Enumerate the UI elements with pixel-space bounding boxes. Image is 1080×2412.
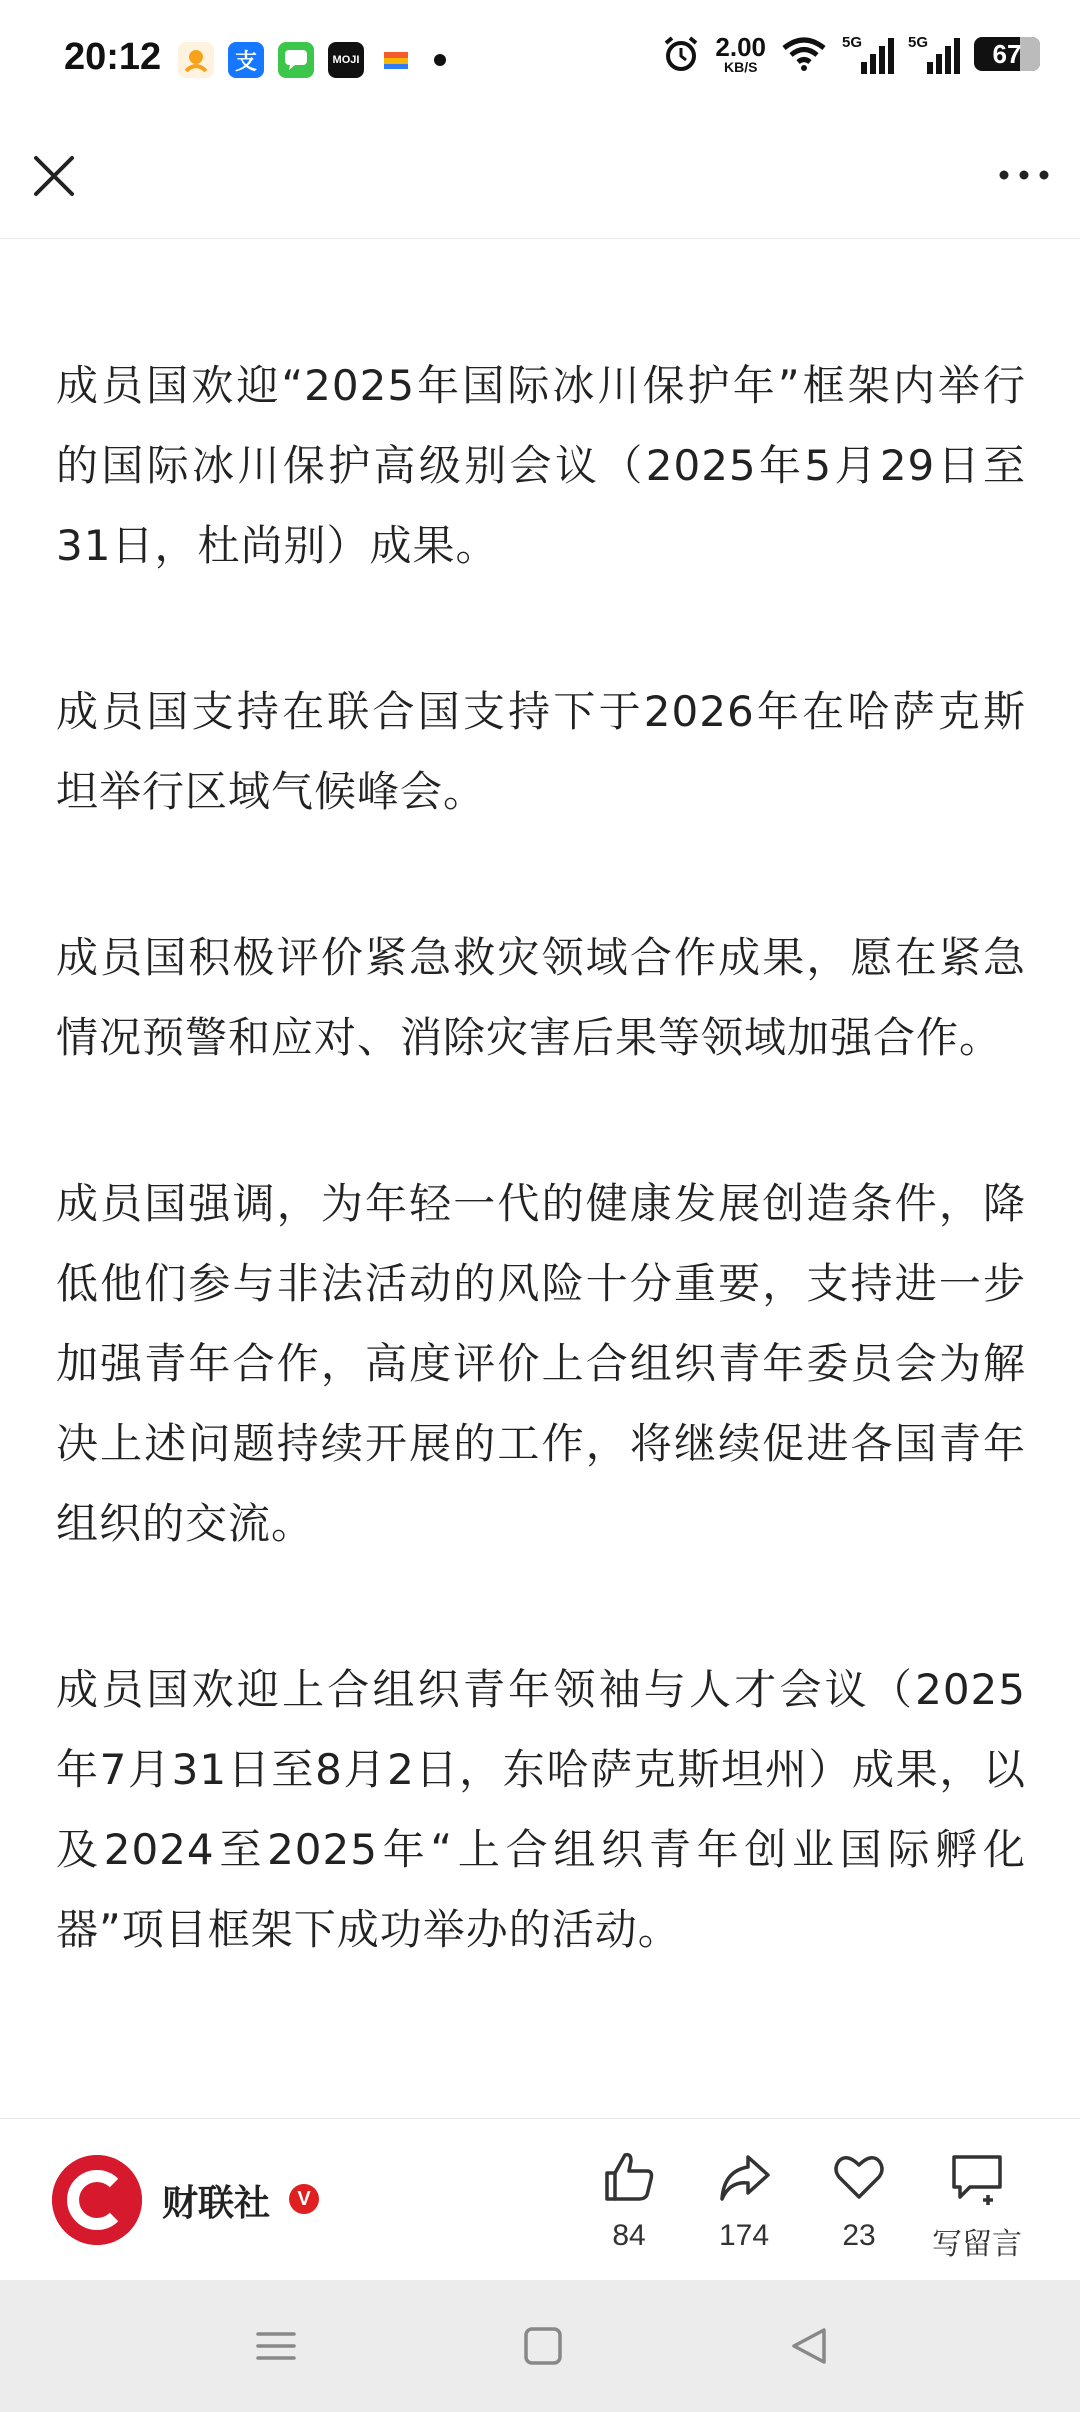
favorite-button[interactable] — [804, 2149, 914, 2253]
more-icon — [994, 160, 1054, 190]
back-triangle-icon — [780, 2316, 840, 2376]
write-comment-label: 写留言 — [932, 2228, 1022, 2261]
like-button[interactable] — [574, 2149, 684, 2253]
article-paragraph: 成员国积极评价紧急救灾领域合作成果，愿在紧急情况预警和应对、消除灾害后果等领域加强合作。 — [56, 933, 1026, 1062]
system-nav-bar — [0, 2280, 1080, 2412]
top-bar — [0, 120, 1080, 239]
close-button[interactable] — [28, 150, 80, 202]
network-speed: 2.00 KB/S — [715, 32, 766, 75]
notification-icons — [178, 42, 446, 78]
article-paragraph: 成员国强调，为年轻一代的健康发展创造条件，降低他们参与非法活动的风险十分重要，支持进一步加强青年合作，高度评价上合组织青年委员会为解决上述问题持续开展的工作，将继续促进各国青年组织的交流。 — [56, 1179, 1026, 1548]
bottom-action-bar — [0, 2118, 1080, 2281]
article-paragraph: 成员国支持在联合国支持下于2026年在哈萨克斯坦举行区域气候峰会。 — [56, 687, 1026, 816]
status-time: 20:12 — [64, 36, 162, 78]
source-logo[interactable] — [52, 2155, 142, 2245]
wallet-icon — [378, 42, 414, 78]
cls-logo-icon — [52, 2155, 142, 2245]
menu-icon — [246, 2316, 306, 2376]
article-paragraph: 成员国欢迎上合组织青年领袖与人才会议（2025年7月31日至8月2日，东哈萨克斯坦州）成果，以及2024至2025年“上合组织青年创业国际孵化器”项目框架下成功举办的活动。 — [56, 1665, 1026, 1954]
status-bar — [0, 0, 1080, 120]
more-notifications-dot — [434, 54, 446, 66]
alipay-icon: 支 — [228, 42, 264, 78]
menu-nav-button[interactable] — [246, 2316, 306, 2376]
vivo-app-icon — [178, 42, 214, 78]
source-name[interactable]: 财联社 — [162, 2183, 271, 2224]
article-body — [56, 180, 1026, 2115]
heart-icon — [831, 2149, 887, 2205]
comment-add-icon — [948, 2149, 1006, 2205]
share-count: 174 — [718, 2219, 770, 2252]
battery-icon: 67 — [974, 37, 1040, 71]
wifi-icon — [780, 36, 828, 72]
messages-icon — [278, 42, 314, 78]
back-nav-button[interactable] — [780, 2316, 840, 2376]
alarm-icon — [661, 34, 701, 74]
share-button[interactable] — [689, 2149, 799, 2253]
moji-weather-icon: MOJI — [328, 42, 364, 78]
close-icon — [28, 150, 80, 202]
share-icon — [716, 2149, 772, 2205]
signal-sim2-icon: 5G — [908, 34, 960, 74]
article-paragraph: 成员国欢迎“2025年国际冰川保护年”框架内举行的国际冰川保护高级别会议（2025年5月29日至31日，杜尚别）成果。 — [56, 361, 1026, 570]
signal-sim1-icon: 5G — [842, 34, 894, 74]
home-nav-button[interactable] — [513, 2316, 573, 2376]
write-comment-button[interactable] — [922, 2149, 1032, 2263]
favorite-count: 23 — [842, 2219, 876, 2252]
home-square-icon — [513, 2316, 573, 2376]
more-options-button[interactable] — [994, 160, 1054, 190]
thumbs-up-icon — [601, 2149, 657, 2205]
status-right — [661, 34, 1040, 74]
like-count: 84 — [612, 2219, 646, 2252]
verified-badge: V — [289, 2184, 319, 2214]
